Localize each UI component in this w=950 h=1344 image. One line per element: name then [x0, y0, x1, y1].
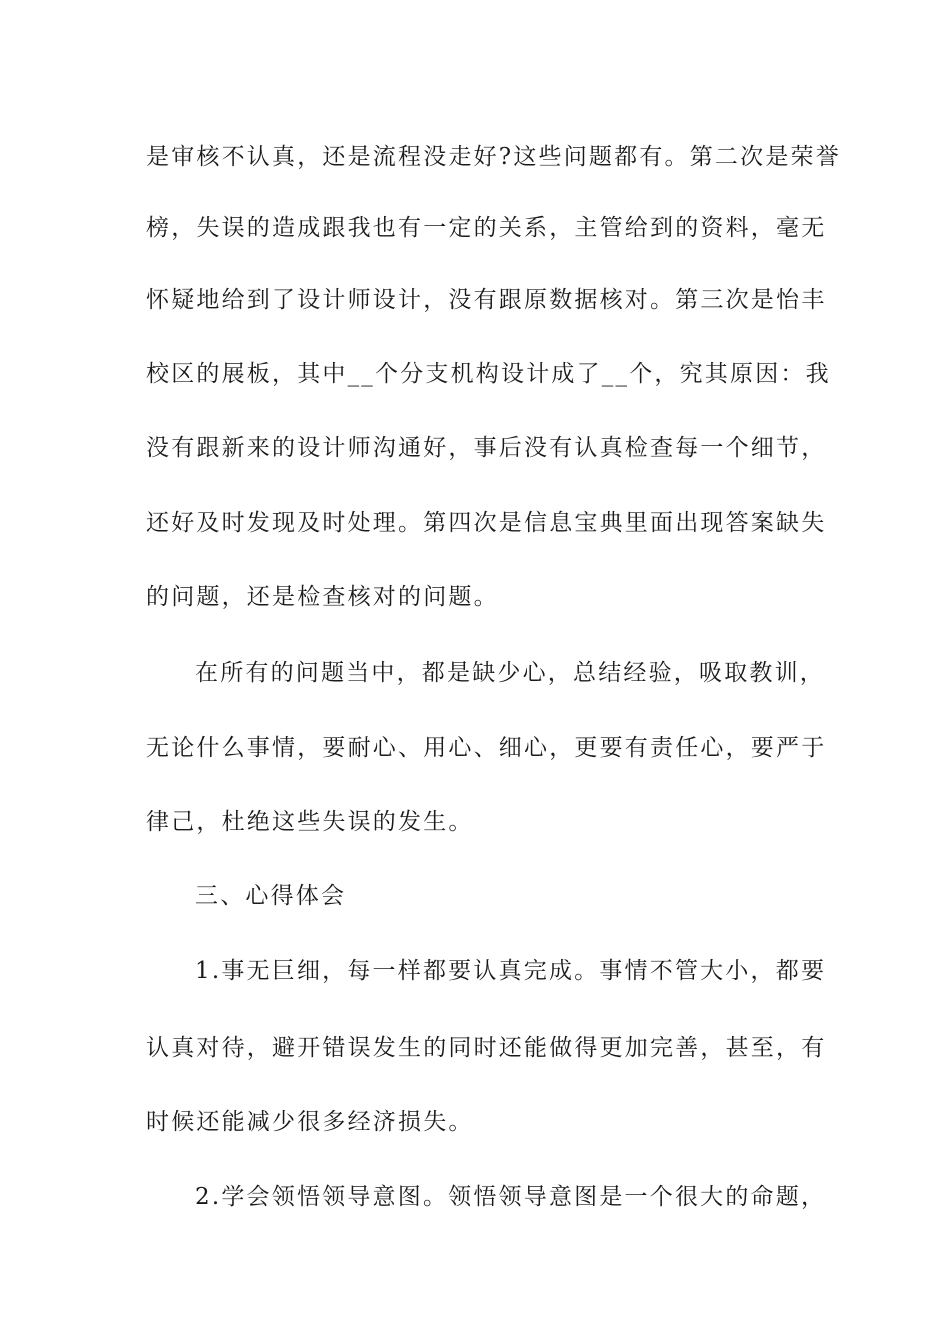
paragraph-line: 还好及时发现及时处理。第四次是信息宝典里面出现答案缺失 [146, 510, 827, 536]
section-heading: 三、心得体会 [195, 883, 347, 909]
paragraph-line: 2.学会领悟领导意图。领悟领导意图是一个很大的命题， [195, 1184, 827, 1210]
paragraph-line: 认真对待，避开错误发生的同时还能做得更加完善，甚至，有 [146, 1035, 827, 1061]
paragraph-line: 无论什么事情，要耐心、用心、细心，更要有责任心，要严于 [146, 735, 827, 761]
paragraph-line: 时候还能减少很多经济损失。 [146, 1109, 474, 1135]
paragraph-line: 律己，杜绝这些失误的发生。 [146, 809, 474, 835]
paragraph-line: 榜，失误的造成跟我也有一定的关系，主管给到的资料，毫无 [146, 215, 827, 241]
paragraph-line: 校区的展板，其中__个分支机构设计成了__个，究其原因：我 [146, 361, 831, 387]
paragraph-line: 1.事无巨细，每一样都要认真完成。事情不管大小，都要 [195, 958, 827, 984]
paragraph-line: 在所有的问题当中，都是缺少心，总结经验，吸取教训， [195, 660, 825, 686]
paragraph-line: 没有跟新来的设计师沟通好，事后没有认真检查每一个细节， [146, 435, 827, 461]
paragraph-line: 的问题，还是检查核对的问题。 [146, 584, 499, 610]
paragraph-line: 是审核不认真，还是流程没走好?这些问题都有。第二次是荣誉 [146, 144, 841, 170]
paragraph-line: 怀疑地给到了设计师设计，没有跟原数据核对。第三次是怡丰 [146, 287, 827, 313]
